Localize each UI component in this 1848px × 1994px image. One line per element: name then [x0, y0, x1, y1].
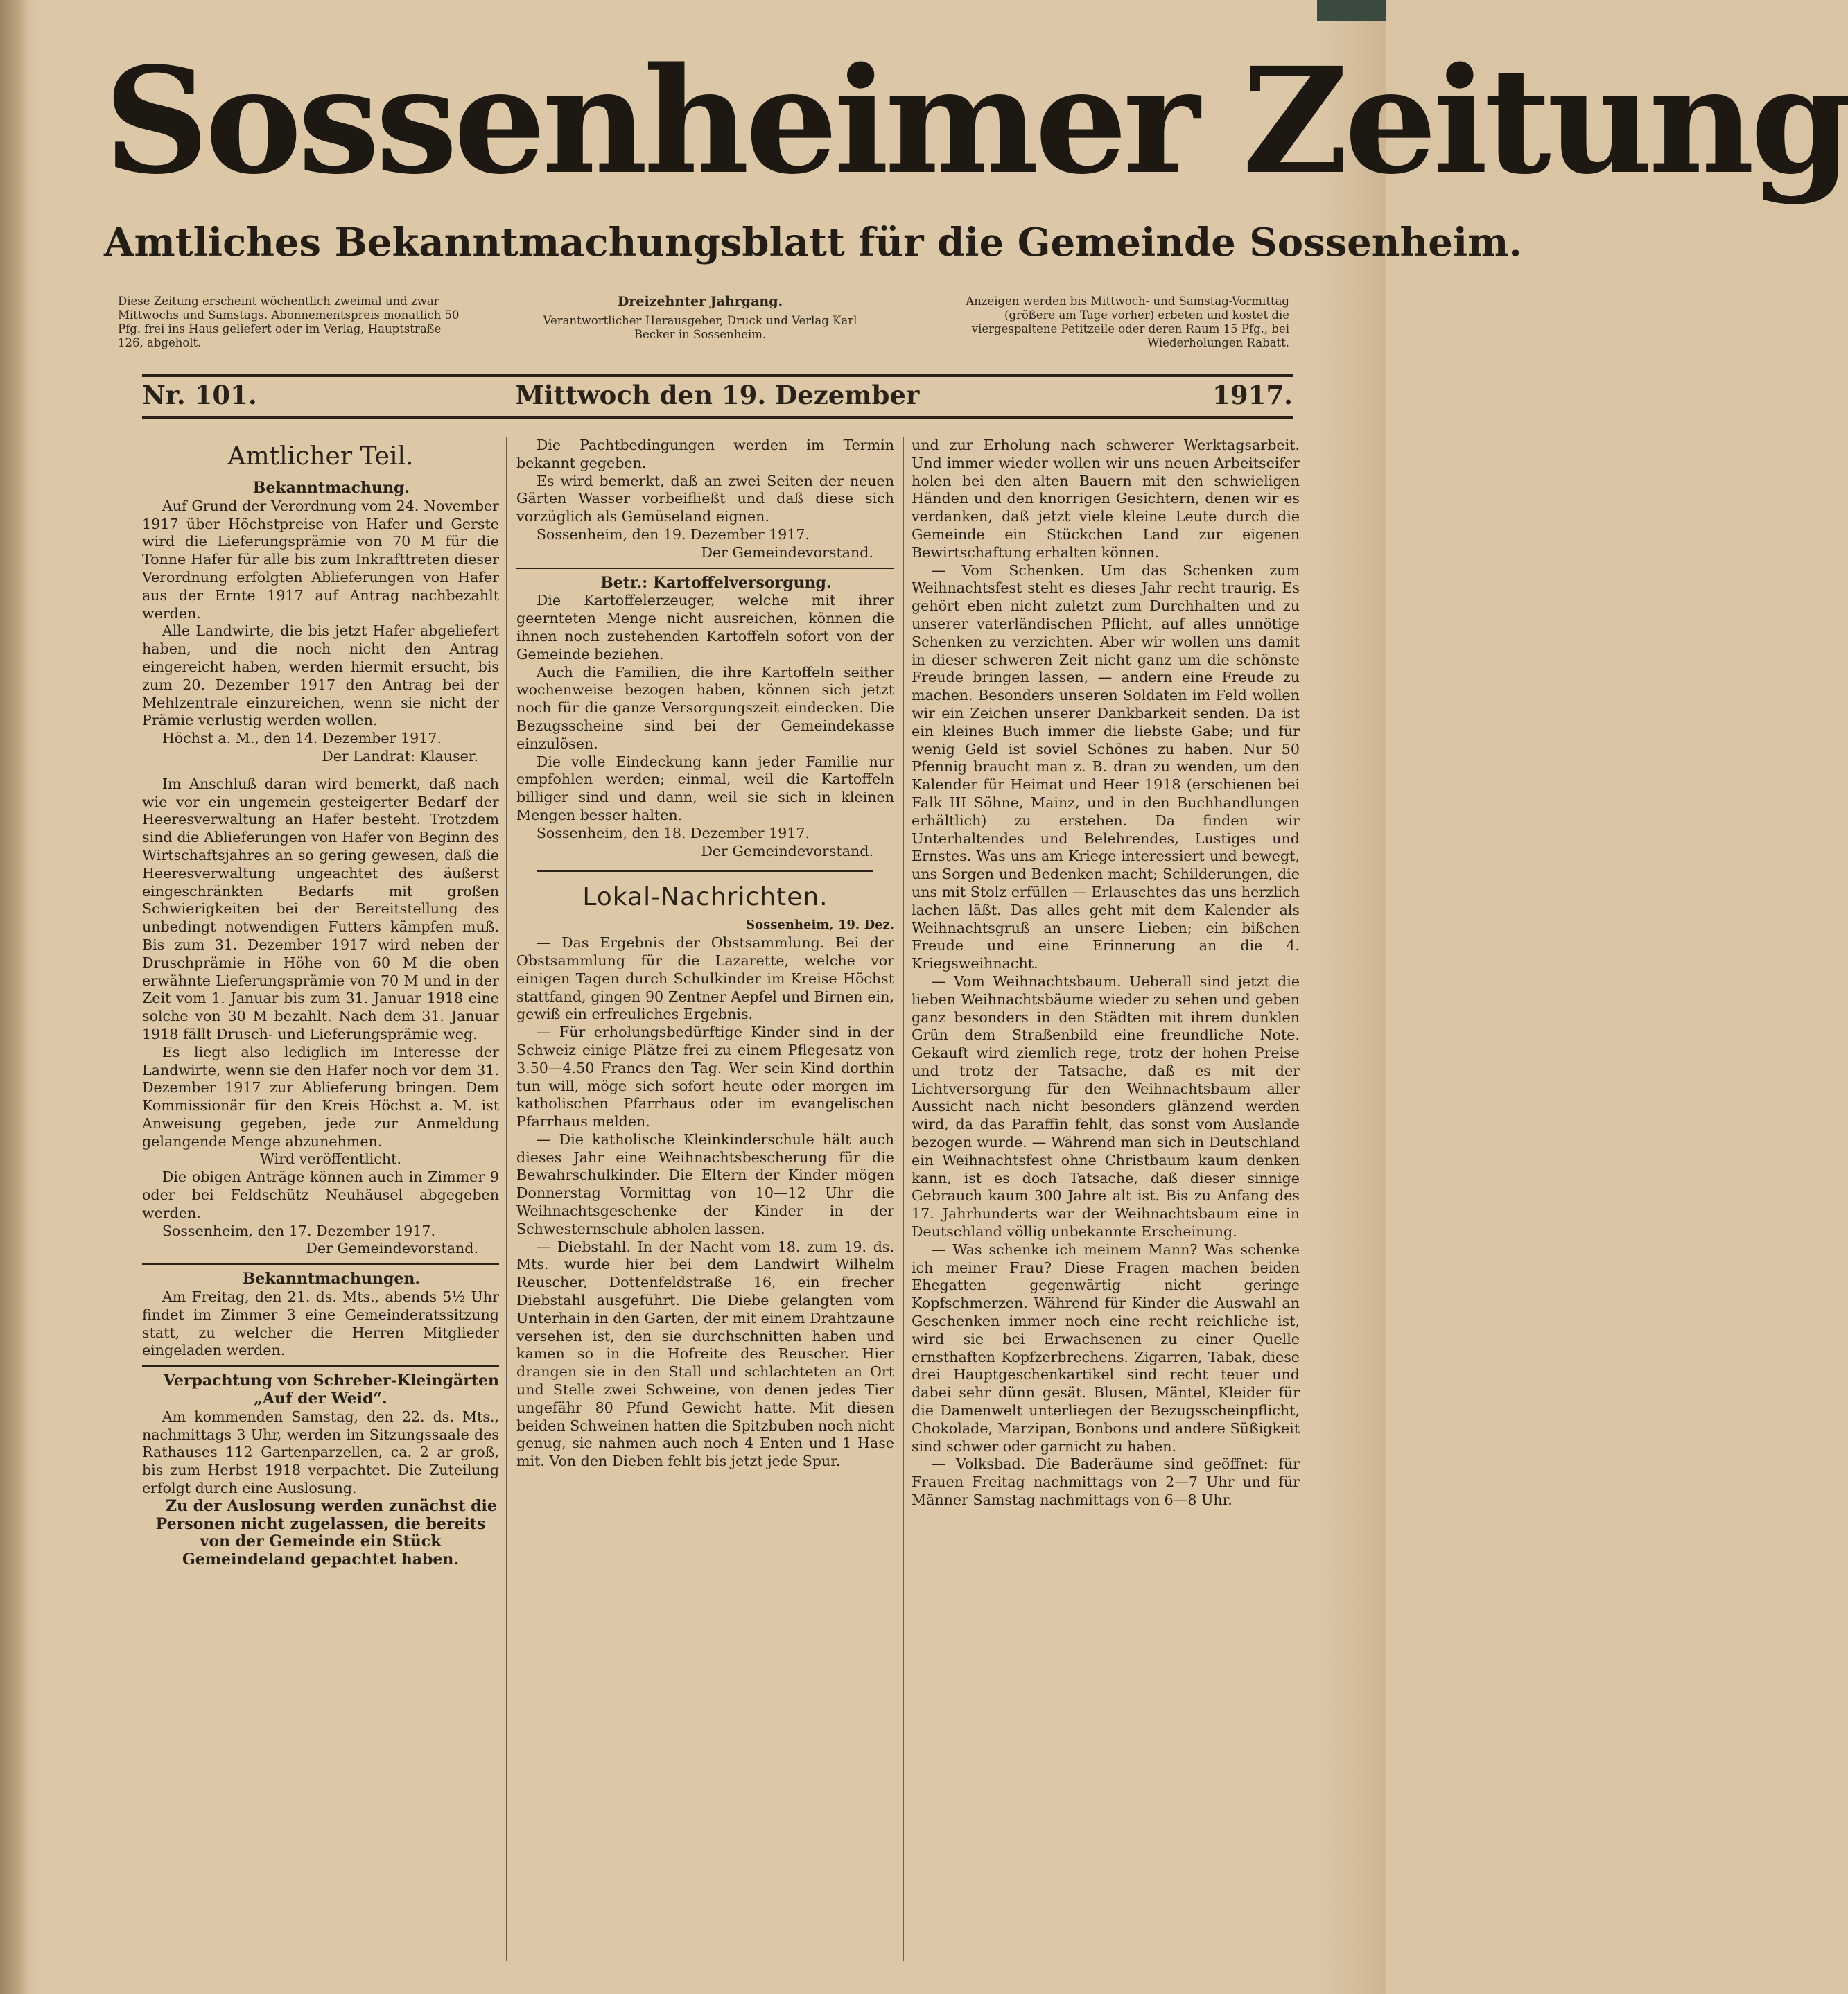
paragraph: Auf Grund der Verordnung vom 24. November 1917 über Höchstpreise von Hafer und Gerste wird die Lieferungsprämie von 70 M für die Tonne Hafer für alle bis zum Inkrafttreten dieser Verordnung erfolgten Ablieferungen von Hafer aus der Ernte 1917 auf Antrag nachbezahlt werden.: [142, 497, 499, 622]
signature: Der Gemeindevorstand.: [306, 1240, 478, 1257]
signature: Der Landrat: Klauser.: [322, 747, 478, 764]
news-item: — Vom Weihnachtsbaum. Ueberall sind jetzt die lieben Weihnachtsbäume wieder zu sehen und geben ganz besonders in den Städten mit ihrem dunklen Grün dem Straßenbild eine freundliche Note. Gekauft wird ziemlich rege, trotz der hohen Preise und trotz der Tatsache, daß es mit der Lichtversorgung für den Weihnachtsbaum aller Aussicht nach nicht besonders glänzend werden wird, da das Paraffin fehlt, das sonst vom Auslande bezogen wurde. — Während man sich in Deutschland ein Weihnachtsfest ohne Christbaum kaum denken kann, ist es doch Tatsache, daß dieser sinnige Gebrauch kaum 300 Jahre alt ist. Bis zu Anfang des 17. Jahrhunderts war der Weihnachtsbaum eine in Deutschland völlig unbekannte Erscheinung.: [912, 972, 1300, 1241]
issue-bar: [142, 378, 1293, 412]
heading: Bekanntmachung.: [252, 479, 410, 497]
column-divider: [506, 437, 507, 1961]
masthead-subtitle: Amtliches Bekanntmachungsblatt für die Gemeinde Sossenheim.: [104, 220, 1522, 265]
paragraph: Es wird bemerkt, daß an zwei Seiten der neuen Gärten Wasser vorbeifließt und daß diese sich vorzüglich als Gemüseland eignen.: [516, 472, 894, 525]
heading: Verpachtung von Schreber-Kleingärten „Auf der Weid“.: [163, 1372, 499, 1408]
section-title: Lokal-Nachrichten.: [582, 883, 828, 912]
masthead-title: Sossenheimer Zeitung: [104, 35, 1848, 207]
header-rule-top: [142, 374, 1293, 377]
column-divider: [903, 437, 904, 1961]
section-rule: [537, 870, 873, 872]
section-title: Amtlicher Teil.: [227, 442, 414, 471]
dateline: Sossenheim, den 19. Dezember 1917.: [536, 525, 810, 543]
binding-spine: [0, 0, 29, 1994]
news-item: — Das Ergebnis der Obstsammlung. Bei der Obstsammlung für die Lazarette, welche vor einigen Tagen durch Schulkinder im Kreise Höchst stattfand, gingen 90 Zentner Aepfel und Birnen ein, gewiß ein erfreuliches Ergebnis.: [516, 934, 894, 1023]
news-item: — Für erholungsbedürftige Kinder sind in der Schweiz einige Plätze frei zu einem Pflegesatz von 3.50—4.50 Francs den Tag. Wer sein Kind dorthin tun will, möge sich sofort heute oder morgen im katholischen Pfarrhaus oder im evangelischen Pfarrhaus melden.: [516, 1024, 894, 1130]
published-note: Wird veröffentlicht.: [259, 1151, 401, 1168]
issue-date: Mittwoch den 19. Dezember: [515, 380, 920, 410]
binding-clip: [1317, 0, 1386, 21]
heading: Zu der Auslosung werden zunächst die Personen nicht zugelassen, die bereits von der Gemeinde ein Stück Gemeindeland gepachtet haben.: [155, 1496, 497, 1569]
paragraph: Alle Landwirte, die bis jetzt Hafer abgeliefert haben, und die noch nicht den Antrag eingereicht haben, werden hiermit ersucht, bis zum 20. Dezember 1917 den Antrag bei der Mehlzentrale einzureichen, wenn sie nicht der Prämie verlustig werden wollen.: [142, 622, 499, 729]
paragraph: Es liegt also lediglich im Interesse der Landwirte, wenn sie den Hafer noch vor dem 31. Dezember 1917 zur Ablieferung bringen. Dem Kommissionär für den Kreis Höchst a. M. ist Anweisung gegeben, jede zur Anmeldung gelangende Menge abzunehmen.: [142, 1043, 499, 1150]
dateline: Sossenheim, 19. Dez.: [746, 918, 894, 933]
publisher-line: Verantwortlicher Herausgeber, Druck und Verlag Karl Becker in Sossenheim.: [543, 314, 857, 341]
paragraph: Die volle Eindeckung kann jeder Familie nur empfohlen werden; einmal, weil die Kartoffeln billiger sind und dann, weil sie sich in kleinen Mengen besser halten.: [516, 753, 894, 823]
paragraph: Die Kartoffelerzeuger, welche mit ihrer geernteten Menge nicht ausreichen, können die ihnen noch zustehenden Kartoffeln sofort von der Gemeinde beziehen.: [516, 592, 894, 663]
column-1: [142, 437, 499, 1961]
heading: Betr.: Kartoffelversorgung.: [600, 573, 832, 592]
signature: Der Gemeindevorstand.: [701, 842, 873, 859]
news-item: — Die katholische Kleinkinderschule hält auch dieses Jahr eine Weihnachtsbescherung für die Bewahrschulkinder. Die Eltern der Kinder mögen Donnerstag Vormittag von 10—12 Uhr die Weihnachtsgeschenke der Kinder in der Schwesternschule abholen lassen.: [516, 1130, 894, 1237]
subscription-info: Diese Zeitung erscheint wöchentlich zweimal und zwar Mittwochs und Samstags. Abonnementspreis monatlich 50 Pfg. frei ins Haus geliefert oder im Verlag, Hauptstraße 126, abgeholt.: [118, 295, 460, 349]
column-2: [516, 437, 894, 1961]
advertising-info: Anzeigen werden bis Mittwoch- und Samstag-Vormittag (größere am Tage vorher) erbeten und kostet die viergespaltene Petitzeile oder deren Raum 15 Pfg., bei Wiederholungen Rabatt.: [966, 295, 1289, 349]
dateline: Höchst a. M., den 14. Dezember 1917.: [162, 730, 442, 747]
signature: Der Gemeindevorstand.: [701, 543, 873, 561]
paragraph: Am Freitag, den 21. ds. Mts., abends 5½ Uhr findet im Zimmer 3 eine Gemeinderatssitzung statt, zu welcher die Herren Mitglieder eingeladen werden.: [142, 1288, 499, 1359]
issue-year: 1917.: [1212, 380, 1293, 410]
paragraph: und zur Erholung nach schwerer Werktagsarbeit. Und immer wieder wollen wir uns neuen Arbeitseifer holen bei den alten Bauern mit den schwieligen Händen und den knorrigen Gesichtern, denen wir es verdanken, daß jetzt viele kleine Leute durch die Gemeinde ein Stückchen Land zur eigenen Bewirtschaftung erhalten können.: [912, 437, 1300, 561]
dateline: Sossenheim, den 18. Dezember 1917.: [536, 824, 810, 841]
paragraph: Die obigen Anträge können auch in Zimmer 9 oder bei Feldschütz Neuhäusel abgegeben werden.: [142, 1169, 499, 1221]
heading: Bekanntmachungen.: [242, 1270, 420, 1288]
news-item: — Volksbad. Die Baderäume sind geöffnet: für Frauen Freitag nachmittags von 2—7 Uhr und für Männer Samstag nachmittags von 6—8 Uhr.: [912, 1455, 1300, 1509]
volume-year: Dreizehnter Jahrgang.: [617, 294, 783, 309]
separator: [142, 1365, 499, 1367]
dateline: Sossenheim, den 17. Dezember 1917.: [162, 1222, 436, 1239]
news-item: — Vom Schenken. Um das Schenken zum Weihnachtsfest steht es dieses Jahr recht traurig. Es gehört eben nicht zuletzt zum Durchhalten und zu unserer vaterländischen Pflicht, auf alles unnötige Schenken zu verzichten. Aber wir wollen uns damit in dieser schweren Zeit nicht ganz um die schönste Freude bringen lassen, — andern eine Freude zu machen. Besonders unseren Soldaten im Feld wollen wir ein Zeichen unserer Dankbarkeit senden. Da ist ein kleines Buch immer die liebste Gabe; und für wenig Geld ist soviel Schönes zu haben. Nur 50 Pfennig braucht man z. B. dran zu wenden, um den Kalender für Heimat und Heer 1918 (erschienen bei Falk III Söhne, Mainz, und in den Buchhandlungen erhältlich) zu erstehen. Da finden wir Unterhaltendes und Belehrendes, Lustiges und Ernstes. Was uns am Kriege interessiert und bewegt, uns Sorgen und Bedenken macht; Schilderungen, die uns mit Stolz erfüllen — Erlauschtes das uns herzlich lachen läßt. Das alles geht mit dem Kalender als Weihnachtsgruß an unsere Lieben; ein bißchen Freude und eine Erinnerung an die 4. Kriegsweihnacht.: [912, 561, 1300, 972]
column-3: [912, 437, 1300, 1961]
publisher-info: [527, 295, 873, 364]
header-rule-bottom: [142, 416, 1293, 419]
paragraph: Auch die Familien, die ihre Kartoffeln seither wochenweise bezogen haben, können sich jetzt noch für die ganze Versorgungszeit eindecken. Die Bezugsscheine sind bei der Gemeindekasse einzulösen.: [516, 663, 894, 752]
paragraph: Im Anschluß daran wird bemerkt, daß nach wie vor ein ungemein gesteigerter Bedarf der Heeresverwaltung an Hafer besteht. Trotzdem sind die Ablieferungen von Hafer von Beginn des Wirtschaftsjahres an so gering gewesen, daß die Heeresverwaltung ungeachtet des äußerst eingeschränkten Bedarfs mit großen Schwierigkeiten bei der Bereitstellung des unbedingt notwendigen Futters kämpfen muß. Bis zum 31. Dezember 1917 wird neben der Druschprämie in Höhe von 60 M die oben erwähnte Lieferungsprämie von 70 M und in der Zeit vom 1. Januar bis zum 31. Januar 1918 eine solche von 30 M bezahlt. Nach dem 31. Januar 1918 fällt Drusch- und Lieferungsprämie weg.: [142, 775, 499, 1042]
issue-number: Nr. 101.: [142, 380, 257, 410]
separator: [142, 1263, 499, 1265]
separator: [516, 568, 894, 569]
paragraph: Am kommenden Samstag, den 22. ds. Mts., nachmittags 3 Uhr, werden im Sitzungssaale des Rathauses 112 Gartenparzellen, ca. 2 ar groß, bis zum Herbst 1918 verpachtet. Die Zuteilung erfolgt durch eine Auslosung.: [142, 1408, 499, 1497]
news-item: — Was schenke ich meinem Mann? Was schenke ich meiner Frau? Diese Fragen machen beiden Ehegatten gegenwärtig nicht geringe Kopfschmerzen. Während für Kinder die Auswahl an Geschenken immer noch eine recht reichliche ist, wird sie bei Erwachsenen zu einer Quelle ernsthaften Kopfzerbrechens. Zigarren, Tabak, diese drei Hauptgeschenkartikel sind recht teuer und dabei sehr dünn gesät. Blusen, Mäntel, Kleider für die Damenwelt unterliegen der Bezugsscheinpflicht, Chokolade, Marzipan, Bonbons und andere Süßigkeit sind schwer oder garnicht zu haben.: [912, 1241, 1300, 1455]
news-item: — Diebstahl. In der Nacht vom 18. zum 19. ds. Mts. wurde hier bei dem Landwirt Wilhelm Reuscher, Dottenfeldstraße 16, ein frecher Diebstahl ausgeführt. Die Diebe gelangten vom Unterhain in den Garten, der mit einem Drahtzaune versehen ist, den sie durchschnitten haben und kamen so in die Hofreite des Reuscher. Hier drangen sie in den Stall und schlachteten an Ort und Stelle zwei Schweine, von denen jedes Tier ungefähr 80 Pfund Gewicht hatte. Mit diesen beiden Schweinen hatten die Spitzbuben noch nicht genug, sie nahmen auch noch 4 Enten und 1 Hase mit. Von den Dieben fehlt bis jetzt jede Spur.: [516, 1238, 894, 1470]
paragraph: Die Pachtbedingungen werden im Termin bekannt gegeben.: [516, 437, 894, 471]
